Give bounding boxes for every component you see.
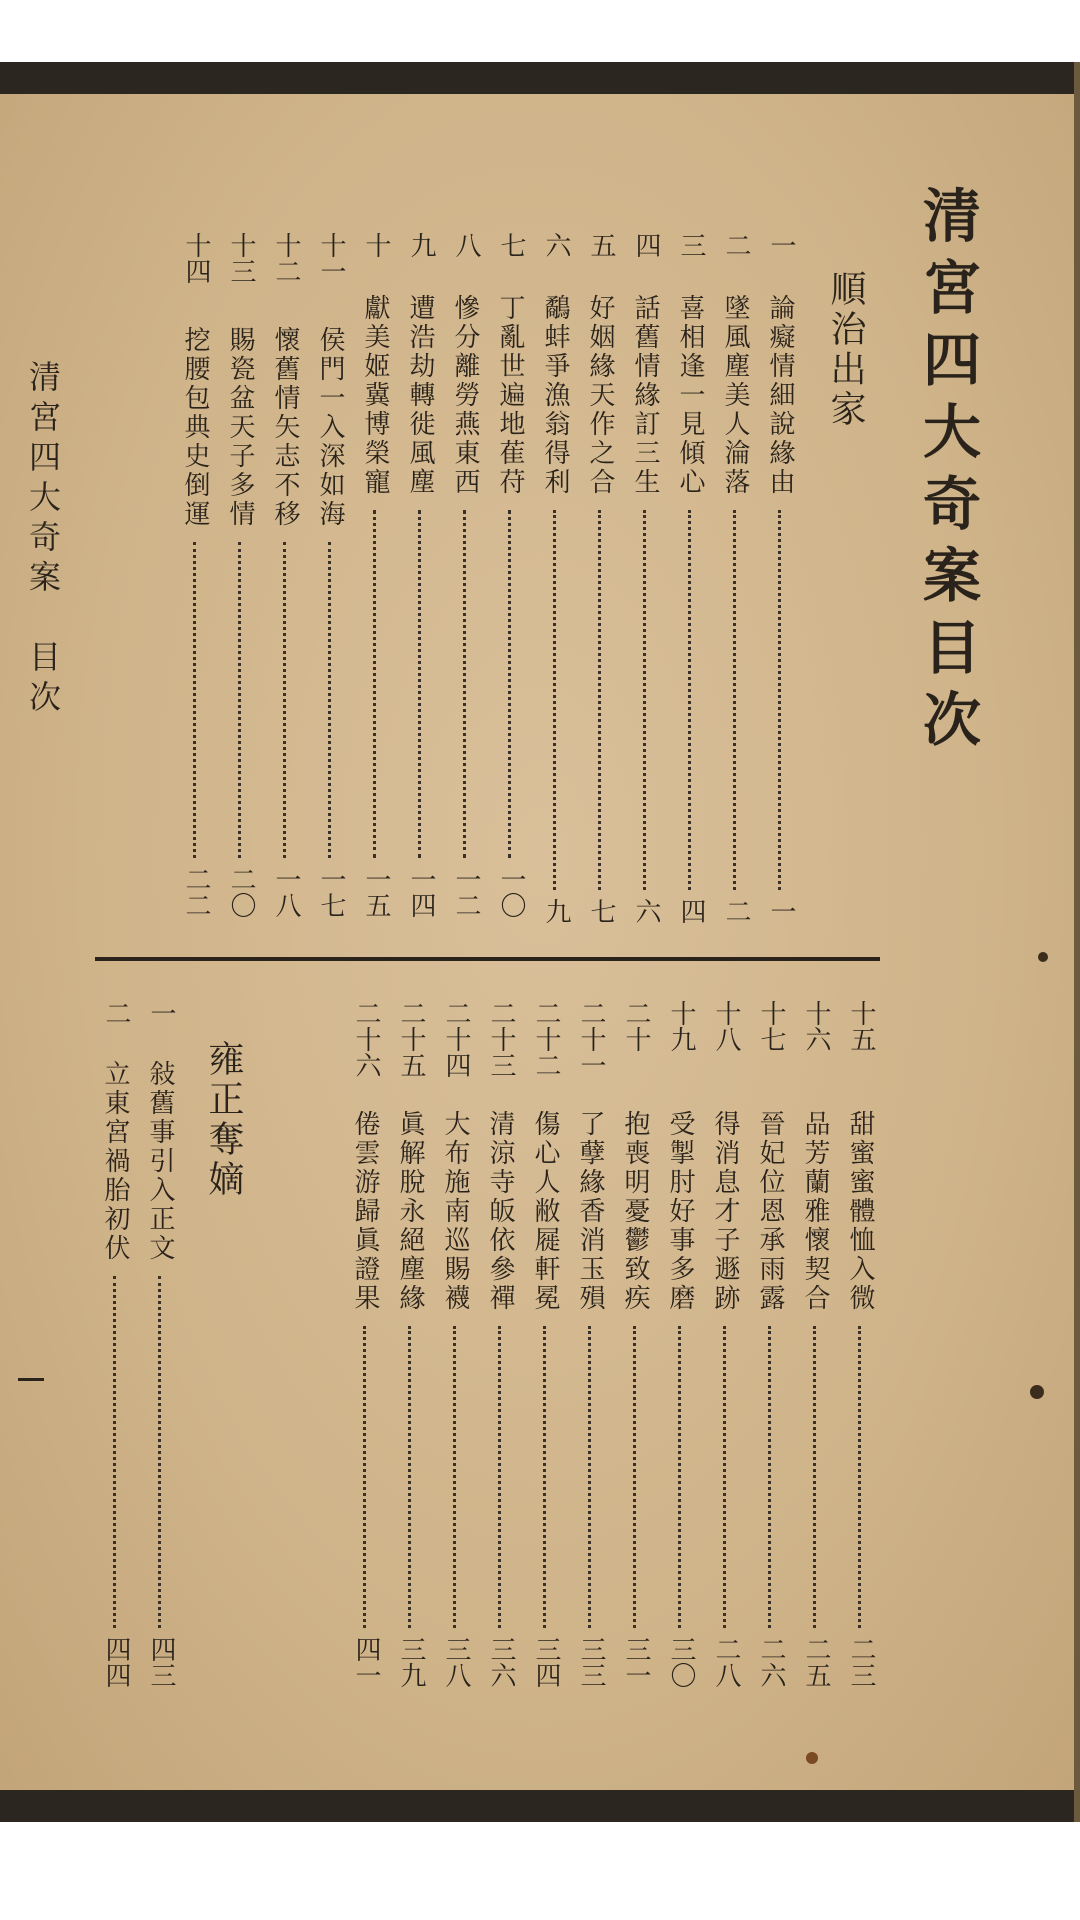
ink-spot <box>1030 1385 1044 1399</box>
entry-page: 二三 <box>846 1636 876 1688</box>
entry-page: 四三 <box>146 1636 176 1688</box>
entry-number: 十九 <box>666 1000 696 1052</box>
entry-title: 抱喪明憂鬱致疾 <box>620 1110 650 1313</box>
section-heading: 順治出家 <box>825 270 866 430</box>
entry-page: 一二 <box>451 866 481 918</box>
entry-number: 二十 <box>621 1000 651 1052</box>
entry-page: 二六 <box>756 1636 786 1688</box>
entry-number: 十七 <box>756 1000 786 1052</box>
running-footer: 清宮四大奇案 目次 <box>24 360 62 720</box>
entry-title: 大布施南巡賜襪 <box>440 1110 470 1313</box>
entry-page: 一五 <box>361 866 391 918</box>
entry-title: 敍舊事引入正文 <box>145 1060 175 1263</box>
dot-leader <box>643 510 646 890</box>
dot-leader <box>373 510 376 858</box>
entry-page: 三一 <box>621 1636 651 1688</box>
page-edge <box>1074 62 1080 1822</box>
entry-page: 九 <box>541 898 571 924</box>
entry-number: 二十三 <box>486 1000 516 1078</box>
entry-title: 倦雲游歸眞證果 <box>350 1110 380 1313</box>
entry-number: 三 <box>676 232 706 258</box>
dot-leader <box>678 1326 681 1628</box>
entry-number: 七 <box>496 232 526 258</box>
dot-leader <box>688 510 691 890</box>
entry-page: 四四 <box>101 1636 131 1688</box>
dot-leader <box>588 1326 591 1628</box>
entry-page: 三六 <box>486 1636 516 1688</box>
entry-page: 四 <box>676 898 706 924</box>
entry-page: 二二 <box>181 866 211 918</box>
dot-leader <box>158 1276 161 1628</box>
entry-title: 好姻緣天作之合 <box>585 294 615 497</box>
dot-leader <box>508 510 511 858</box>
page-number-mark <box>18 1378 44 1381</box>
entry-number: 二十四 <box>441 1000 471 1078</box>
entry-title: 賜瓷盆天子多情 <box>225 326 255 529</box>
entry-number: 九 <box>406 232 436 258</box>
ink-spot <box>1038 952 1048 962</box>
entry-title: 論癡情細說緣由 <box>765 294 795 497</box>
entry-page: 一四 <box>406 866 436 918</box>
section-heading: 雍正奪嫡 <box>203 1040 244 1200</box>
entry-number: 十二 <box>271 232 301 284</box>
dot-leader <box>768 1326 771 1628</box>
entry-title: 清涼寺皈依參禪 <box>485 1110 515 1313</box>
dot-leader <box>723 1326 726 1628</box>
entry-number: 二 <box>101 1000 131 1026</box>
entry-number: 二十六 <box>351 1000 381 1078</box>
entry-page: 一八 <box>271 866 301 918</box>
entry-page: 二 <box>721 898 751 924</box>
section-divider <box>95 957 880 961</box>
entry-number: 二 <box>721 232 751 258</box>
entry-page: 三八 <box>441 1636 471 1688</box>
dot-leader <box>193 542 196 858</box>
entry-title: 侯門一入深如海 <box>315 326 345 529</box>
dot-leader <box>598 510 601 890</box>
dot-leader <box>813 1326 816 1628</box>
dot-leader <box>328 542 331 858</box>
dot-leader <box>633 1326 636 1628</box>
entry-page: 二〇 <box>226 866 256 918</box>
entry-title: 品芳蘭雅懷契合 <box>800 1110 830 1313</box>
entry-number: 十 <box>361 232 391 258</box>
entry-number: 一 <box>766 232 796 258</box>
entry-title: 慘分離勞燕東西 <box>450 294 480 497</box>
entry-number: 十八 <box>711 1000 741 1052</box>
dot-leader <box>283 542 286 858</box>
entry-page: 七 <box>586 898 616 924</box>
entry-number: 八 <box>451 232 481 258</box>
entry-title: 受掣肘好事多磨 <box>665 1110 695 1313</box>
entry-number: 十三 <box>226 232 256 284</box>
entry-title: 傷心人敝屣軒冕 <box>530 1110 560 1313</box>
scan-top-edge <box>0 62 1080 94</box>
entry-title: 墜風塵美人淪落 <box>720 294 750 497</box>
entry-page: 六 <box>631 898 661 924</box>
entry-number: 十四 <box>181 232 211 284</box>
dot-leader <box>733 510 736 890</box>
entry-page: 一七 <box>316 866 346 918</box>
entry-number: 二十二 <box>531 1000 561 1078</box>
entry-title: 立東宮禍胎初伏 <box>100 1060 130 1263</box>
entry-number: 二十一 <box>576 1000 606 1078</box>
entry-page: 三三 <box>576 1636 606 1688</box>
entry-title: 得消息才子遯跡 <box>710 1110 740 1313</box>
entry-number: 二十五 <box>396 1000 426 1078</box>
entry-number: 五 <box>586 232 616 258</box>
dot-leader <box>463 510 466 858</box>
entry-title: 丁亂世遍地萑苻 <box>495 294 525 497</box>
entry-number: 四 <box>631 232 661 258</box>
entry-number: 六 <box>541 232 571 258</box>
dot-leader <box>778 510 781 890</box>
entry-number: 十一 <box>316 232 346 284</box>
ink-spot <box>806 1752 818 1764</box>
entry-number: 十五 <box>846 1000 876 1052</box>
entry-title: 挖腰包典史倒運 <box>180 326 210 529</box>
dot-leader <box>238 542 241 858</box>
entry-title: 獻美姬冀博榮寵 <box>360 294 390 497</box>
entry-page: 三四 <box>531 1636 561 1688</box>
entry-title: 鷸蚌爭漁翁得利 <box>540 294 570 497</box>
entry-title: 懷舊情矢志不移 <box>270 326 300 529</box>
entry-title: 喜相逢一見傾心 <box>675 294 705 497</box>
entry-title: 眞解脫永絕塵緣 <box>395 1110 425 1313</box>
entry-page: 三九 <box>396 1636 426 1688</box>
dot-leader <box>553 510 556 890</box>
entry-page: 一 <box>766 898 796 924</box>
dot-leader <box>418 510 421 858</box>
dot-leader <box>363 1326 366 1628</box>
dot-leader <box>408 1326 411 1628</box>
entry-page: 一〇 <box>496 866 526 918</box>
entry-title: 了孽緣香消玉殞 <box>575 1110 605 1313</box>
entry-page: 四一 <box>351 1636 381 1688</box>
entry-number: 十六 <box>801 1000 831 1052</box>
dot-leader <box>453 1326 456 1628</box>
dot-leader <box>113 1276 116 1628</box>
entry-title: 甜蜜蜜體恤入微 <box>845 1110 875 1313</box>
entry-page: 三〇 <box>666 1636 696 1688</box>
entry-title: 話舊情緣訂三生 <box>630 294 660 497</box>
entry-number: 一 <box>146 1000 176 1026</box>
page-title: 清宮四大奇案目次 <box>913 185 981 761</box>
dot-leader <box>498 1326 501 1628</box>
entry-title: 遭浩劫轉徙風塵 <box>405 294 435 497</box>
dot-leader <box>543 1326 546 1628</box>
entry-page: 二五 <box>801 1636 831 1688</box>
dot-leader <box>858 1326 861 1628</box>
entry-title: 晉妃位恩承雨露 <box>755 1110 785 1313</box>
scan-bottom-edge <box>0 1790 1080 1822</box>
entry-page: 二八 <box>711 1636 741 1688</box>
